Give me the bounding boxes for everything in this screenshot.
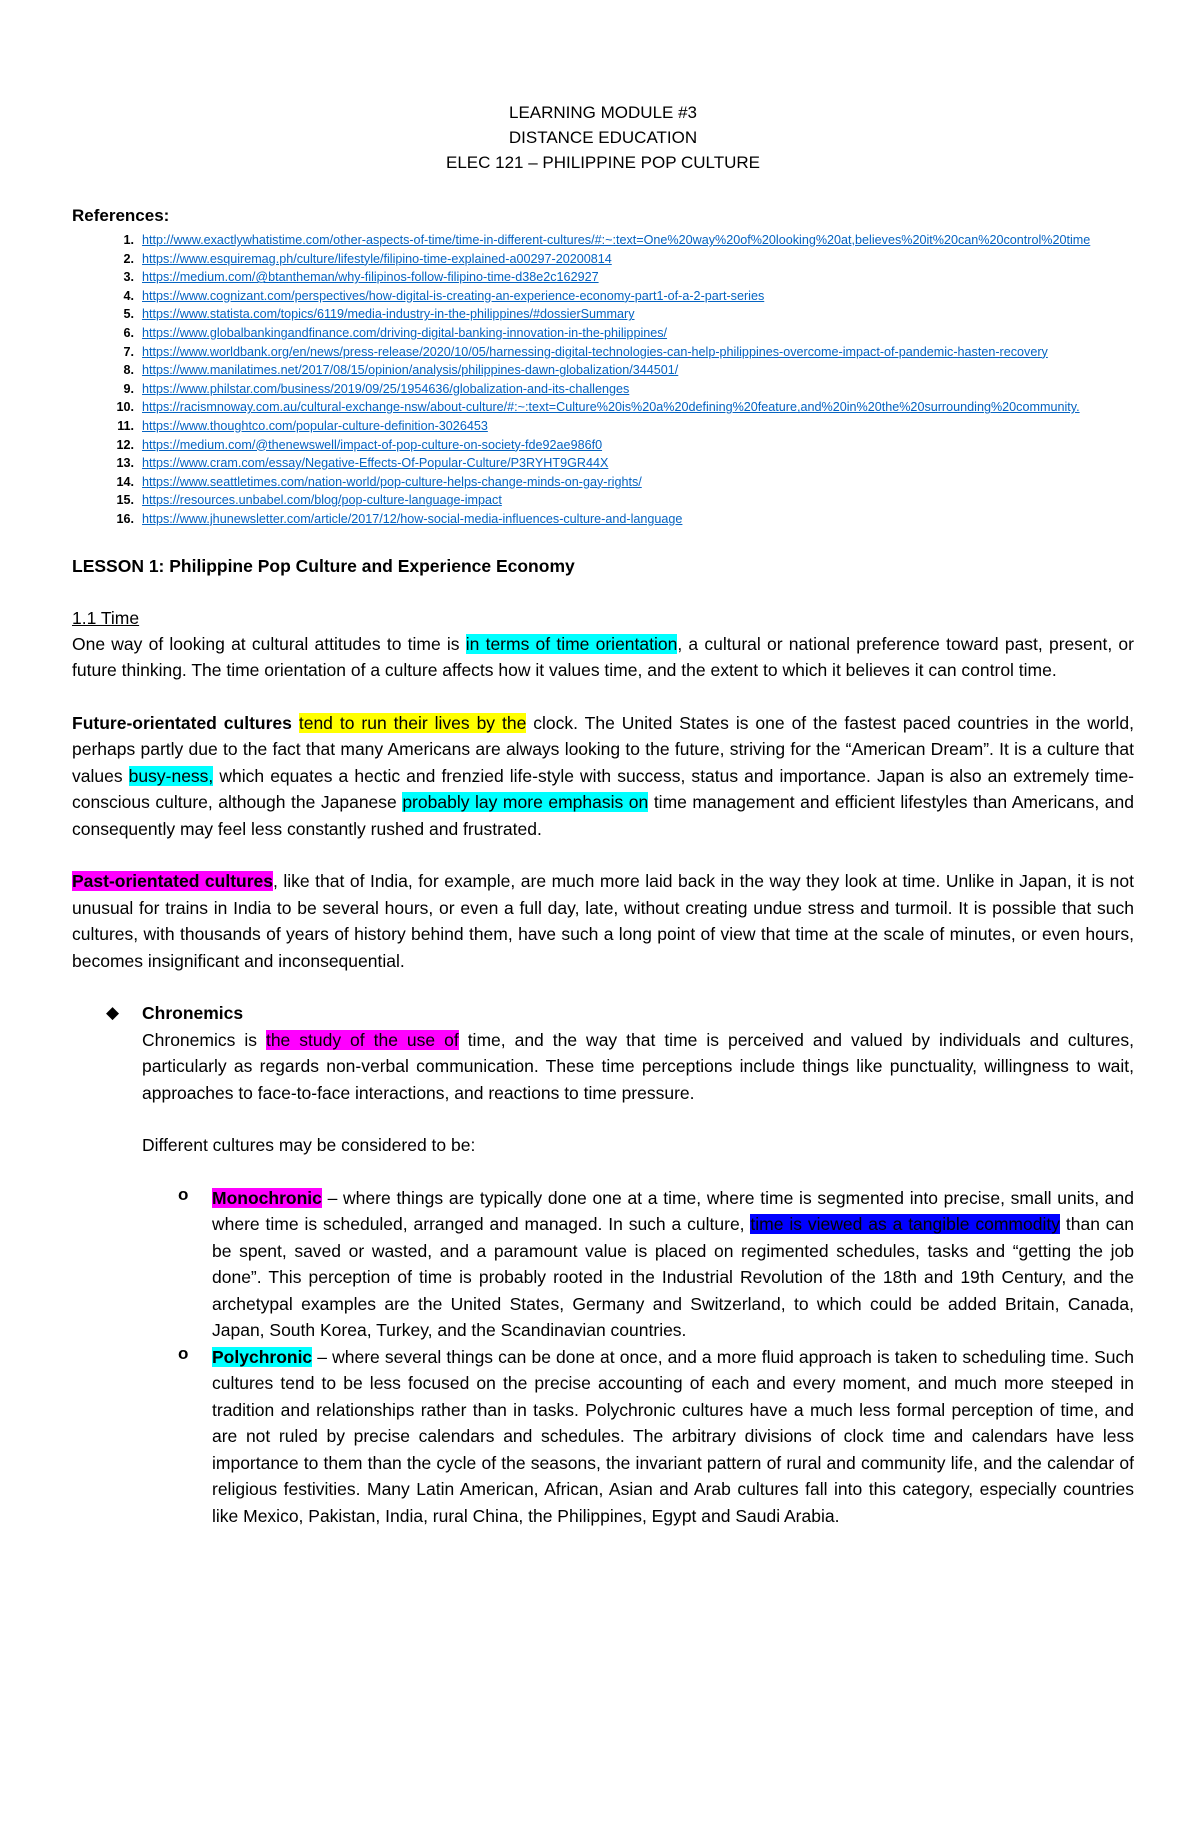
- module-header: [72, 100, 1134, 175]
- reference-link[interactable]: https://www.globalbankingandfinance.com/driving-digital-banking-innovation-in-the-philippines/: [142, 325, 668, 340]
- reference-item: [72, 324, 1134, 343]
- highlight-monochronic: Monochronic: [212, 1187, 322, 1208]
- highlight-run-lives: tend to run their lives by the: [298, 712, 527, 733]
- reference-number: 12.: [116, 437, 134, 452]
- reference-link[interactable]: https://www.seattletimes.com/nation-world/pop-culture-helps-change-minds-on-gay-rights/: [142, 474, 642, 489]
- chronemics-heading: Chronemics: [142, 1003, 244, 1023]
- reference-link[interactable]: https://medium.com/@btantheman/why-filipinos-follow-filipino-time-d38e2c162927: [142, 270, 599, 285]
- reference-item: [72, 287, 1134, 306]
- reference-item: [72, 436, 1134, 455]
- text-run: than can be spent, saved or wasted, and a paramount value is placed on regimented schedules, tasks and “getting the job done”. This perception of time is probably rooted in the Industrial Revolution of the 18th and 19th Century, and the archetypal examples are the United States, Germany and Switzerland, to which could be added Britain, Canada, Japan, South Korea, Turkey, and the Scandinavian countries.: [212, 1214, 1135, 1340]
- reference-number: 13.: [116, 456, 134, 471]
- reference-item: [72, 231, 1134, 250]
- reference-link[interactable]: https://www.cram.com/essay/Negative-Effects-Of-Popular-Culture/P3RYHT9GR44X: [142, 456, 609, 471]
- reference-item: [72, 510, 1134, 529]
- reference-item: [72, 473, 1134, 492]
- text-run: which equates a hectic and frenzied life-style with success, status and importance. Japan is also an extremely time-conscious culture, although the Japanese: [72, 765, 1134, 812]
- reference-item: [72, 268, 1134, 287]
- section-heading: 1.1 Time: [72, 607, 140, 628]
- diamond-bullet-icon: ◆: [106, 1003, 120, 1022]
- lesson-title: LESSON 1: Philippine Pop Culture and Experience Economy: [72, 555, 575, 576]
- reference-number: 4.: [123, 288, 134, 303]
- reference-link[interactable]: https://racismnoway.com.au/cultural-exchange-nsw/about-culture/#:~:text=Culture%20is%20a%20defining%20feature,and%20in%20the%20surrounding%20community.: [142, 400, 1080, 415]
- reference-number: 15.: [116, 493, 134, 508]
- reference-link[interactable]: https://www.statista.com/topics/6119/media-industry-in-the-philippines/#dossierSummary: [142, 307, 635, 322]
- reference-link[interactable]: https://www.philstar.com/business/2019/09/25/1954636/globalization-and-its-challenges: [142, 381, 630, 396]
- reference-item: [72, 417, 1134, 436]
- reference-link[interactable]: https://www.esquiremag.ph/culture/lifestyle/filipino-time-explained-a00297-20200814: [142, 251, 612, 266]
- reference-number: 16.: [116, 511, 134, 526]
- highlight-tangible-commodity: time is viewed as a tangible commodity: [750, 1214, 1060, 1234]
- highlight-past-orientated: Past-orientated cultures: [72, 871, 273, 891]
- document-page: [72, 100, 1134, 1529]
- reference-number: 9.: [123, 381, 134, 396]
- text-run: , a cultural or national preference toward past, present, or future thinking. The time orientation of a culture affects how it values time, and the extent to which it believes it can control time.: [72, 633, 1134, 680]
- reference-number: 1.: [123, 233, 134, 247]
- references-heading: References:: [72, 206, 170, 225]
- reference-number: 10.: [116, 400, 134, 415]
- circle-bullet-icon: o: [178, 1184, 189, 1204]
- text-run: One way of looking at cultural attitudes to time is: [72, 633, 466, 654]
- paragraph-time-orientation: [72, 631, 1134, 684]
- reference-number: 8.: [123, 363, 134, 378]
- text-run: Chronemics is: [142, 1029, 266, 1050]
- reference-number: 3.: [123, 270, 134, 285]
- reference-number: 11.: [117, 418, 134, 433]
- chronemics-block: [72, 1000, 1134, 1159]
- term-future-orientated: Future-orientated cultures: [72, 712, 292, 733]
- reference-item: [72, 491, 1134, 510]
- text-run: clock. The United States is one of the fastest paced countries in the world, perhaps partly due to the fact that many Americans are always looking to the future, striving for the “American Dream”. It is a culture that values: [72, 712, 1134, 786]
- reference-number: 6.: [123, 325, 134, 340]
- reference-item: [72, 343, 1134, 362]
- paragraph-monochronic: [212, 1185, 1134, 1344]
- text-run: time management and efficient lifestyles than Americans, and consequently may feel less constantly rushed and frustrated.: [72, 792, 1134, 839]
- reference-link[interactable]: https://www.cognizant.com/perspectives/how-digital-is-creating-an-experience-economy-part1-of-a-2-part-series: [142, 288, 765, 303]
- list-item-polychronic: [72, 1344, 1134, 1530]
- reference-item: [72, 380, 1134, 399]
- highlight-time-orientation: in terms of time orientation: [465, 633, 678, 654]
- paragraph-chronemics: [142, 1027, 1134, 1107]
- paragraph-past-orientated: [72, 868, 1134, 974]
- reference-item: [72, 398, 1134, 417]
- module-title: LEARNING MODULE #3: [509, 103, 697, 122]
- references-list: [72, 231, 1134, 529]
- text-run: – where things are typically done one at a time, where time is segmented into precise, small units, and where time is scheduled, arranged and managed. In such a culture,: [212, 1187, 1134, 1234]
- reference-link[interactable]: http://www.exactlywhatistime.com/other-aspects-of-time/time-in-different-cultures/#:~:text=One%20way%20of%20looking%20at,believes%20it%20can%20control%20time: [142, 233, 1091, 247]
- list-item-monochronic: [72, 1185, 1134, 1344]
- reference-link[interactable]: https://www.manilatimes.net/2017/08/15/opinion/analysis/philippines-dawn-globalization/344501/: [142, 363, 679, 378]
- reference-item: [72, 454, 1134, 473]
- reference-link[interactable]: https://resources.unbabel.com/blog/pop-culture-language-impact: [142, 493, 502, 508]
- reference-item: [72, 250, 1134, 269]
- highlight-study-of-use: the study of the use of: [265, 1029, 459, 1050]
- paragraph-polychronic: [212, 1344, 1134, 1530]
- circle-bullet-icon: o: [178, 1343, 189, 1363]
- text-run: [292, 713, 299, 733]
- paragraph-different-cultures: Different cultures may be considered to be:: [142, 1135, 476, 1155]
- reference-number: 2.: [123, 251, 134, 266]
- reference-item: [72, 361, 1134, 380]
- module-subtitle: DISTANCE EDUCATION: [508, 128, 698, 147]
- reference-number: 14.: [116, 474, 134, 489]
- text-run: time, and the way that time is perceived and valued by individuals and cultures, particularly as regards non-verbal communication. These time perceptions include things like punctuality, willingness to wait, approaches to face-to-face interactions, and reactions to time pressure.: [142, 1029, 1134, 1103]
- course-title: ELEC 121 – PHILIPPINE POP CULTURE: [446, 153, 760, 172]
- text-run: – where several things can be done at once, and a more fluid approach is taken to scheduling time. Such cultures tend to be less focused on the precise accounting of each and every moment, and much more steeped in tradition and relationships rather than in tasks. Polychronic cultures have a much less formal perception of time, and are not ruled by precise calendars and schedules. The arbitrary divisions of clock time and calendars have less importance to them than the cycle of the seasons, the invariant pattern of rural and community life, and the calendar of religious festivities. Many Latin American, African, Asian and Arab cultures fall into this category, especially countries like Mexico, Pakistan, India, rural China, the Philippines, Egypt and Saudi Arabia.: [212, 1346, 1134, 1526]
- reference-link[interactable]: https://www.worldbank.org/en/news/press-release/2020/10/05/harnessing-digital-technologies-can-help-philippines-overcome-impact-of-pandemic-hasten-recovery: [142, 344, 1048, 359]
- text-run: , like that of India, for example, are much more laid back in the way they look at time. Unlike in Japan, it is not unusual for trains in India to be several hours, or even a full day, late, without creating undue stress and turmoil. It is possible that such cultures, with thousands of years of history behind them, have such a long point of view that time at the scale of minutes, or even hours, becomes insignificant and inconsequential.: [72, 871, 1134, 971]
- paragraph-future-orientated: [72, 710, 1134, 843]
- highlight-emphasis: probably lay more emphasis on: [402, 792, 649, 812]
- reference-link[interactable]: https://www.thoughtco.com/popular-culture-definition-3026453: [142, 418, 488, 433]
- reference-number: 5.: [123, 307, 134, 322]
- highlight-busy-ness: busy-ness,: [128, 765, 214, 786]
- reference-number: 7.: [123, 344, 134, 359]
- highlight-polychronic: Polychronic: [212, 1346, 313, 1367]
- reference-link[interactable]: https://medium.com/@thenewswell/impact-of-pop-culture-on-society-fde92ae986f0: [142, 437, 603, 452]
- reference-item: [72, 305, 1134, 324]
- reference-link[interactable]: https://www.jhunewsletter.com/article/2017/12/how-social-media-influences-culture-and-language: [142, 511, 683, 526]
